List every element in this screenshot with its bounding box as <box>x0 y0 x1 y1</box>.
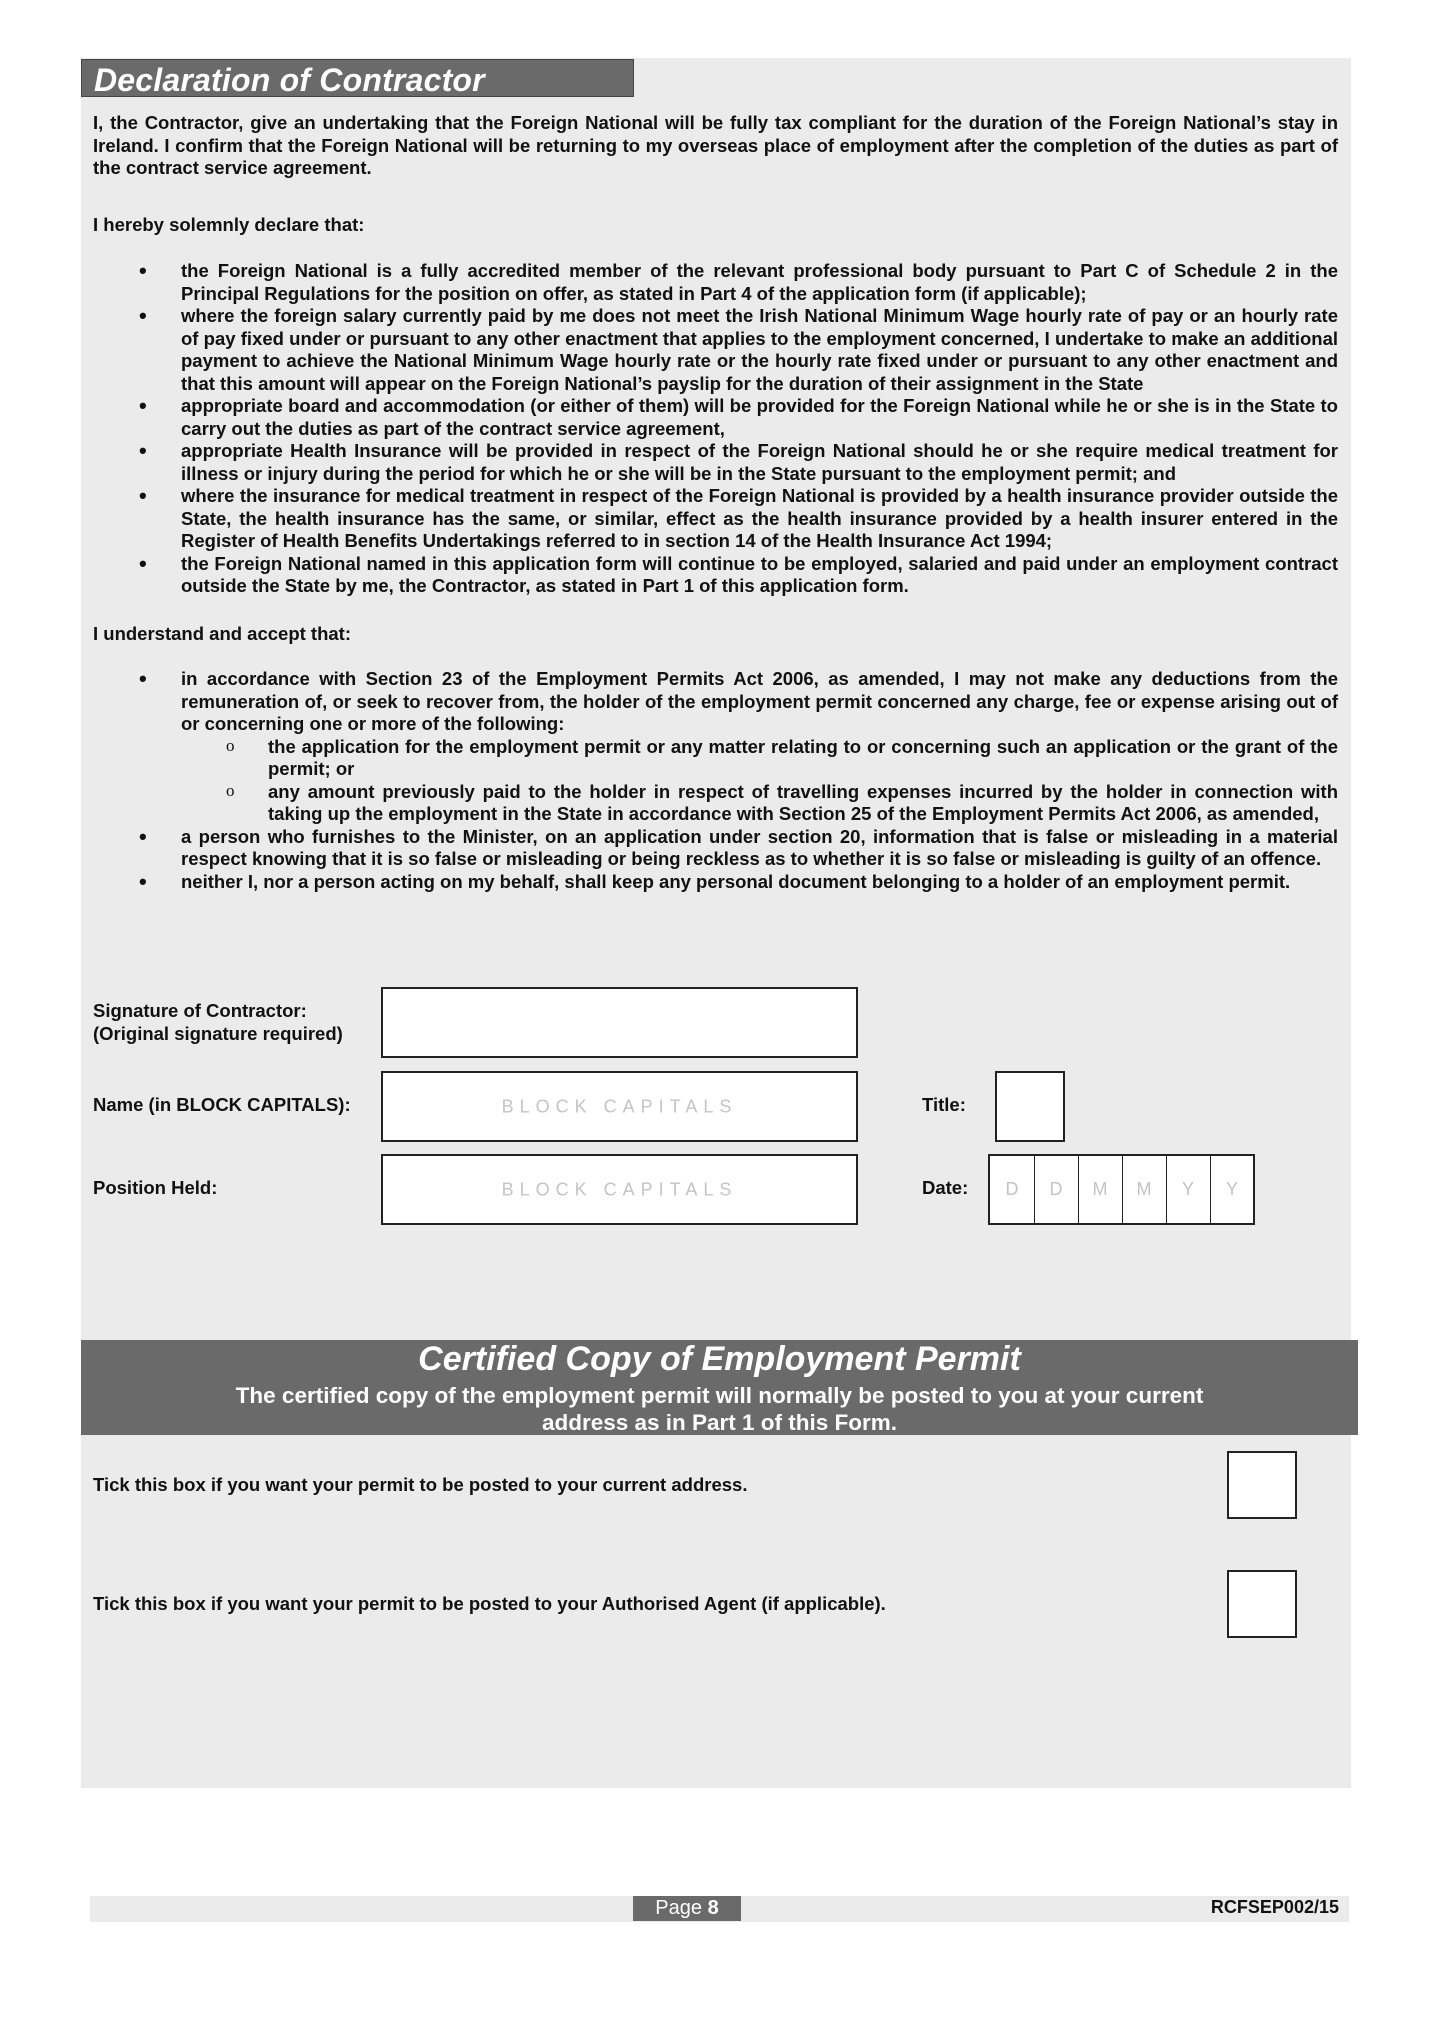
declare-heading: I hereby solemnly declare that: <box>93 214 365 235</box>
list-item-text: in accordance with Section 23 of the Employment Permits Act 2006, as amended, I may not make any deductions from the remuneration of, or seek to recover from, the holder of the employment permit concerned any charge, fee or expense arising out of or concerning one or more of the following: <box>181 668 1338 734</box>
list-item: • the Foreign National is a fully accredited member of the relevant professional body pursuant to Part C of Schedule 2 in the Principal Regulations for the position on offer, as stated in Part 4 of the application form (if applicable); <box>181 260 1338 305</box>
tick-current-label: Tick this box if you want your permit to be posted to your current address. <box>93 1474 748 1495</box>
date-month-2[interactable]: M <box>1122 1156 1167 1223</box>
understand-list <box>181 668 1338 893</box>
list-item: • where the foreign salary currently paid by me does not meet the Irish National Minimum Wage hourly rate of pay or an hourly rate of pay fixed under or pursuant to any other enactment that applies to the employment concerned, I undertake to make an additional payment to achieve the National Minimum Wage hourly rate or the hourly rate fixed under or pursuant to any other enactment and that this amount will appear on the Foreign National’s payslip for the duration of their assignment in the State <box>181 305 1338 395</box>
tick-current-checkbox[interactable] <box>1227 1451 1297 1519</box>
sub-list-item: o any amount previously paid to the holder in respect of travelling expenses incurred by the holder in connection with taking up the employment in the State in accordance with Section 25 of the Employment Permits Act 2006, as amended, <box>268 781 1338 826</box>
list-item: • the Foreign National named in this application form will continue to be employed, salaried and paid under an employment contract outside the State by me, the Contractor, as stated in Part 1 of this application form. <box>181 553 1338 598</box>
date-label: Date: <box>922 1177 969 1198</box>
page-number-badge <box>633 1896 741 1921</box>
signature-label-line1: Signature of Contractor: <box>93 1000 307 1021</box>
position-placeholder: BLOCK CAPITALS <box>501 1179 738 1199</box>
certified-copy-title: Certified Copy of Employment Permit <box>418 1340 1021 1378</box>
understand-heading: I understand and accept that: <box>93 623 352 644</box>
list-item: • a person who furnishes to the Minister, on an application under section 20, information that is false or misleading in a material respect knowing that it is so false or misleading or being reckless as to whether it is so false or misleading is guilty of an offence. <box>181 826 1338 871</box>
declaration-header <box>81 59 634 97</box>
name-label: Name (in BLOCK CAPITALS): <box>93 1094 351 1115</box>
declare-list <box>181 260 1338 598</box>
list-item: • neither I, nor a person acting on my behalf, shall keep any personal document belonging to a holder of an employment permit. <box>181 871 1338 894</box>
title-label: Title: <box>922 1094 966 1115</box>
date-day-1[interactable]: D <box>990 1156 1035 1223</box>
declaration-intro: I, the Contractor, give an undertaking that the Foreign National will be fully tax compliant for the duration of the Foreign National’s stay in Ireland. I confirm that the Foreign National will be returning to my overseas place of employment after the completion of the duties as part of the contract service agreement. <box>93 112 1338 178</box>
name-field[interactable] <box>381 1071 858 1142</box>
form-code: RCFSEP002/15 <box>1210 1897 1339 1917</box>
tick-agent-checkbox[interactable] <box>1227 1570 1297 1638</box>
date-day-2[interactable]: D <box>1034 1156 1079 1223</box>
name-placeholder: BLOCK CAPITALS <box>501 1096 738 1116</box>
tick-agent-label: Tick this box if you want your permit to be posted to your Authorised Agent (if applicable). <box>93 1593 886 1614</box>
signature-label <box>93 1000 343 1045</box>
signature-label-line2: (Original signature required) <box>93 1022 343 1044</box>
date-month-1[interactable]: M <box>1078 1156 1123 1223</box>
position-field[interactable] <box>381 1154 858 1225</box>
list-item: • appropriate board and accommodation (or either of them) will be provided for the Foreign National while he or she is in the State to carry out the duties as part of the contract service agreement, <box>181 395 1338 440</box>
certified-copy-header <box>81 1340 1358 1435</box>
date-year-1[interactable]: Y <box>1166 1156 1211 1223</box>
signature-field[interactable] <box>381 987 858 1058</box>
date-year-2[interactable]: Y <box>1225 1179 1238 1199</box>
list-item: • appropriate Health Insurance will be provided in respect of the Foreign National should he or she require medical treatment for illness or injury during the period for which he or she will be in the State pursuant to the employment permit; and <box>181 440 1338 485</box>
list-item: • where the insurance for medical treatment in respect of the Foreign National is provided by a health insurance provider outside the State, the health insurance has the same, or similar, effect as the health insurance provided by a health insurer entered in the Register of Health Benefits Undertakings referred to in section 14 of the Health Insurance Act 1994; <box>181 485 1338 553</box>
title-field[interactable] <box>995 1071 1065 1142</box>
date-field[interactable] <box>988 1154 1255 1225</box>
certified-copy-subtitle: The certified copy of the employment permit will normally be posted to you at your current address as in Part 1 of this Form. <box>235 1383 1204 1435</box>
understand-sublist <box>181 736 1338 826</box>
page-number: 8 <box>707 1897 719 1919</box>
position-label: Position Held: <box>93 1177 218 1198</box>
page-label: Page <box>655 1897 703 1919</box>
declaration-title: Declaration of Contractor <box>94 62 485 98</box>
sub-list-item: o the application for the employment permit or any matter relating to or concerning such an application or the grant of the permit; or <box>268 736 1338 781</box>
list-item <box>181 668 1338 826</box>
